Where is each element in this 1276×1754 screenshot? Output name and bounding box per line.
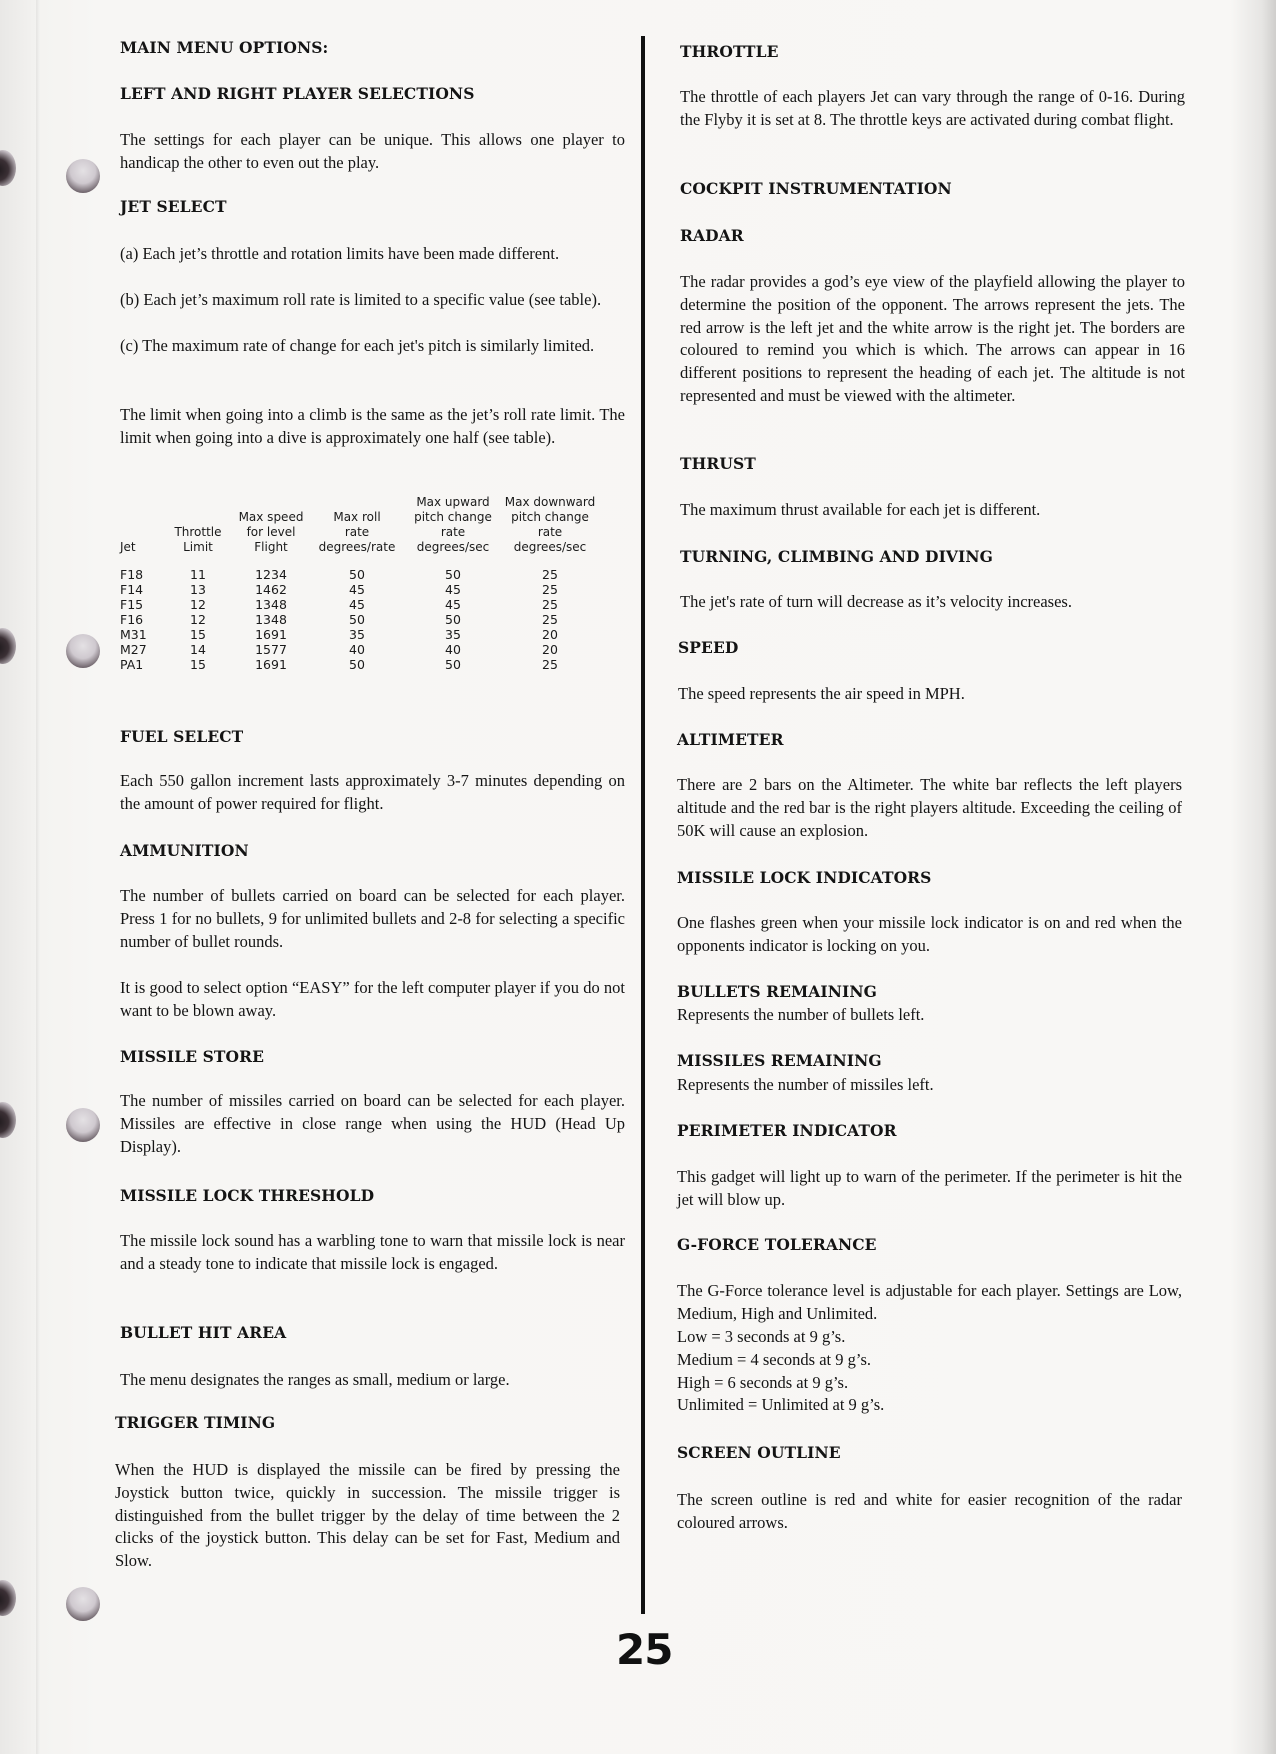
column-header: Max speed for level Flight <box>238 510 304 554</box>
section-heading: MISSILE STORE <box>120 1047 265 1066</box>
table-cell: 45 <box>349 597 365 612</box>
section-paragraph: (b) Each jet’s maximum roll rate is limited to a specific value (see table). <box>120 290 602 309</box>
table-cell: 11 <box>190 567 206 582</box>
table-cell: 35 <box>349 627 365 642</box>
section-paragraph: The number of bullets carried on board can be selected for each player. Press 1 for no bullets, 9 for unlimited bullets and 2-8 for selecting a specific number of bullet rounds. <box>120 886 625 951</box>
section-paragraph: When the HUD is displayed the missile can be fired by pressing the Joystick button twice, quickly in succession. The missile trigger is distinguished from the bullet trigger by the delay of time between the 2 clicks of the joystick button. This delay can be set for Fast, Medium and Slow. <box>115 1460 620 1571</box>
column-header: Jet <box>120 540 136 554</box>
section-heading: BULLETS REMAINING <box>677 982 878 1001</box>
column-divider <box>641 36 645 1614</box>
table-cell: 20 <box>542 627 558 642</box>
section-heading: TRIGGER TIMING <box>115 1413 276 1432</box>
section-paragraph: The speed represents the air speed in MPH. <box>678 684 965 703</box>
section-paragraph: This gadget will light up to warn of the perimeter. If the perimeter is hit the jet will blow up. <box>677 1167 1182 1209</box>
section-paragraph: Represents the number of bullets left. <box>677 1005 925 1024</box>
table-row <box>120 657 598 672</box>
table-cell: 50 <box>349 657 365 672</box>
section-heading: BULLET HIT AREA <box>120 1323 287 1342</box>
table-cell: 15 <box>190 627 206 642</box>
section-heading: RADAR <box>680 226 744 245</box>
column-header: Max downward pitch change rate degrees/sec <box>504 495 596 554</box>
section-paragraph: The menu designates the ranges as small, medium or large. <box>120 1370 510 1389</box>
table-cell: 25 <box>542 567 558 582</box>
column-header: Throttle Limit <box>174 525 222 554</box>
section-heading: THROTTLE <box>680 42 779 61</box>
table-cell: M31 <box>120 627 147 642</box>
table-cell: M27 <box>120 642 147 657</box>
section-paragraph: It is good to select option “EASY” for the left computer player if you do not want to be blown away. <box>120 978 625 1020</box>
section-paragraph: Represents the number of missiles left. <box>677 1075 934 1094</box>
section-paragraph: The throttle of each players Jet can vary through the range of 0-16. During the Flyby it is set at 8. The throttle keys are activated during combat flight. <box>680 87 1185 129</box>
table-cell: 50 <box>445 612 461 627</box>
page-number: 25 <box>616 1625 673 1674</box>
section-heading: MISSILE LOCK INDICATORS <box>677 868 932 887</box>
g-force-setting: Low = 3 seconds at 9 g’s. <box>677 1327 846 1346</box>
table-cell: 12 <box>190 612 206 627</box>
section-heading: SPEED <box>678 638 739 657</box>
section-paragraph: The settings for each player can be unique. This allows one player to handicap the other to even out the play. <box>120 130 625 172</box>
table-row <box>120 582 598 597</box>
table-row <box>120 567 598 582</box>
table-cell: 50 <box>445 657 461 672</box>
section-paragraph: One flashes green when your missile lock indicator is on and red when the opponents indicator is locking on you. <box>677 913 1182 955</box>
section-paragraph: There are 2 bars on the Altimeter. The white bar reflects the left players altitude and the red bar is the right players altitude. Exceeding the ceiling of 50K will cause an explosion. <box>677 775 1182 840</box>
table-row <box>120 642 598 657</box>
table-cell: 1691 <box>255 657 287 672</box>
table-cell: 1234 <box>255 567 287 582</box>
section-paragraph: The limit when going into a climb is the same as the jet’s roll rate limit. The limit when going into a dive is approximately one half (see table). <box>120 405 625 447</box>
section-paragraph: The number of missiles carried on board can be selected for each player. Missiles are effective in close range when using the HUD (Head Up Display). <box>120 1091 625 1156</box>
table-header-row <box>120 495 598 567</box>
g-force-setting: Unlimited = Unlimited at 9 g’s. <box>677 1395 885 1415</box>
table-cell: 1348 <box>255 612 287 627</box>
section-paragraph: Each 550 gallon increment lasts approximately 3-7 minutes depending on the amount of power required for flight. <box>120 771 625 813</box>
column-header: Max upward pitch change rate degrees/sec <box>414 495 492 554</box>
column-header: Max roll rate degrees/rate <box>318 510 396 554</box>
table-row <box>120 627 598 642</box>
table-cell: 45 <box>349 582 365 597</box>
g-force-setting: High = 6 seconds at 9 g’s. <box>677 1372 849 1392</box>
section-paragraph: The radar provides a god’s eye view of the playfield allowing the player to determine the position of the opponent. The arrows represent the jets. The red arrow is the left jet and the white arrow is the right jet. The borders are coloured to remind you which is which. The arrows can appear in 16 different positions to represent the heading of each jet. The altitude is not represented and must be viewed with the altimeter. <box>680 272 1185 405</box>
table-cell: 25 <box>542 582 558 597</box>
table-cell: 40 <box>349 642 365 657</box>
section-heading: THRUST <box>680 454 756 473</box>
table-cell: 40 <box>445 642 461 657</box>
jet-specs-table <box>120 495 598 672</box>
punch-hole-icon <box>66 634 100 668</box>
table-row <box>120 597 598 612</box>
table-cell: 12 <box>190 597 206 612</box>
table-cell: 13 <box>190 582 206 597</box>
table-cell: F14 <box>120 582 144 597</box>
section-heading: G-FORCE TOLERANCE <box>677 1235 877 1254</box>
section-paragraph: The jet's rate of turn will decrease as it’s velocity increases. <box>680 592 1072 611</box>
section-heading: PERIMETER INDICATOR <box>677 1121 897 1140</box>
table-cell: 45 <box>445 597 461 612</box>
table-cell: 25 <box>542 657 558 672</box>
table-cell: 1348 <box>255 597 287 612</box>
table-cell: 50 <box>445 567 461 582</box>
section-heading: SCREEN OUTLINE <box>677 1443 841 1462</box>
section-heading: MISSILES REMAINING <box>677 1051 882 1070</box>
table-cell: 1577 <box>255 642 287 657</box>
section-heading: FUEL SELECT <box>120 727 244 746</box>
table-cell: PA1 <box>120 657 144 672</box>
table-cell: F18 <box>120 567 144 582</box>
table-cell: 1462 <box>255 582 287 597</box>
punch-hole-icon <box>66 1108 100 1142</box>
table-cell: 50 <box>349 567 365 582</box>
table-cell: F15 <box>120 597 144 612</box>
table-cell: 20 <box>542 642 558 657</box>
section-heading: LEFT AND RIGHT PLAYER SELECTIONS <box>120 84 475 103</box>
table-body <box>120 567 598 672</box>
table-row <box>120 612 598 627</box>
punch-hole-icon <box>66 159 100 193</box>
section-paragraph: (a) Each jet’s throttle and rotation limits have been made different. <box>120 244 560 263</box>
table-cell: 15 <box>190 657 206 672</box>
punch-hole-icon <box>66 1587 100 1621</box>
table-cell: 25 <box>542 612 558 627</box>
section-heading: MISSILE LOCK THRESHOLD <box>120 1186 375 1205</box>
table-cell: 1691 <box>255 627 287 642</box>
section-paragraph: The maximum thrust available for each jet is different. <box>680 500 1041 519</box>
section-heading: ALTIMETER <box>677 730 784 749</box>
table-cell: 50 <box>349 612 365 627</box>
section-paragraph: The screen outline is red and white for easier recognition of the radar coloured arrows. <box>677 1490 1182 1532</box>
page-fold-shadow <box>36 0 40 1754</box>
section-paragraph: (c) The maximum rate of change for each jet's pitch is similarly limited. <box>120 336 595 355</box>
table-cell: 45 <box>445 582 461 597</box>
g-force-setting: Medium = 4 seconds at 9 g’s. <box>677 1349 871 1369</box>
section-heading: AMMUNITION <box>120 841 249 860</box>
table-cell: 35 <box>445 627 461 642</box>
section-heading: JET SELECT <box>120 197 227 216</box>
section-paragraph: The missile lock sound has a warbling tone to warn that missile lock is near and a steady tone to indicate that missile lock is engaged. <box>120 1231 625 1273</box>
g-force-settings-list <box>677 1326 1182 1417</box>
section-heading: TURNING, CLIMBING AND DIVING <box>680 547 993 566</box>
table-cell: 25 <box>542 597 558 612</box>
section-paragraph: The G-Force tolerance level is adjustable for each player. Settings are Low, Medium, High and Unlimited. <box>677 1281 1182 1323</box>
section-heading-cockpit-instrumentation: COCKPIT INSTRUMENTATION <box>680 179 952 198</box>
table-cell: 14 <box>190 642 206 657</box>
main-heading: MAIN MENU OPTIONS: <box>120 38 329 57</box>
table-cell: F16 <box>120 612 144 627</box>
